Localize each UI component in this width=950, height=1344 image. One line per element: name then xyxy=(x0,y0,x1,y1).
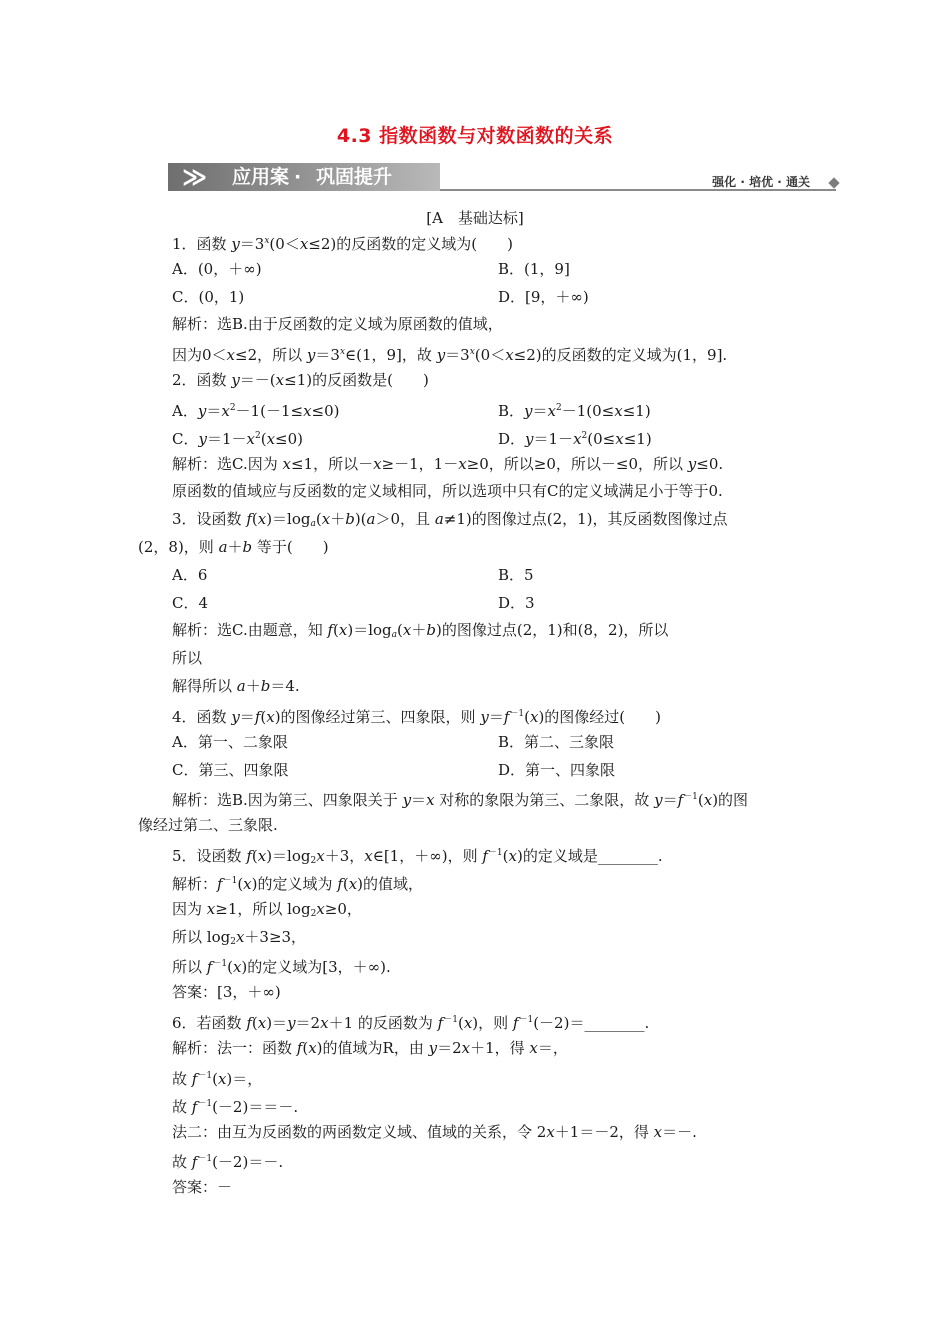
q1-option-b: B．(1，9] xyxy=(498,260,570,278)
q1-option-a: A．(0，＋∞) xyxy=(172,260,262,278)
diamond-icon xyxy=(828,177,839,188)
q5-answer: 答案：[3，＋∞) xyxy=(172,983,281,1001)
q6-explanation-4: 法二：由互为反函数的两函数定义域、值域的关系，令 2x＋1＝－2，得 x＝－. xyxy=(172,1123,697,1141)
q2-option-c: C．$y=1-x^2(x\le 0)$ xyxy=(172,430,304,448)
q3-option-c: C．4 xyxy=(172,594,209,612)
banner-slogan: 强化 · 培优 · 通关 xyxy=(712,175,810,189)
banner-dot: · xyxy=(294,166,302,188)
q6-stem: 6．若函数 f(x)＝y＝2x＋1 的反函数为 $f^{-1}(x)$，则 $f^{-1}(-2)=\_\_\_\_\_\_\_\_$. xyxy=(172,1014,650,1032)
banner-band xyxy=(168,163,440,191)
q4-option-a: A．第一、二象限 xyxy=(172,733,288,751)
q3-option-a: A．6 xyxy=(172,566,208,584)
section-heading: [A 基础达标] xyxy=(426,209,524,227)
q3-stem-2: (2，8)，则 a＋b 等于( ) xyxy=(138,538,329,556)
q6-explanation-2: 故 $f^{-1}(x)=$， xyxy=(172,1070,263,1088)
q2-option-b: B．$y=x^2-1(0\le x\le 1)$ xyxy=(498,402,651,420)
q5-explanation-4: 所以 $f^{-1}(x)$的定义域为[3，＋∞). xyxy=(172,958,391,976)
q3-option-b: B．5 xyxy=(498,566,534,584)
q5-explanation-1: 解析：$f^{-1}(x)$的定义域为 f(x)的值域， xyxy=(172,875,424,893)
q5-explanation-3: 所以 $\log_2x+3\ge 3$， xyxy=(172,928,307,947)
banner-label-left: 应用案 xyxy=(232,166,290,188)
q4-explanation-1: 解析：选B.因为第三、四象限关于 y＝x 对称的象限为第三、二象限，故 $y=f^{-1}(x)$的图 xyxy=(172,791,749,809)
q6-explanation-1: 解析：法一：函数 f(x)的值域为R，由 y＝2x＋1，得 x＝， xyxy=(172,1039,568,1057)
q1-stem: 1．函数 $y=3^x(0<x\le 2)$的反函数的定义域为( ) xyxy=(172,235,513,253)
q4-option-d: D．第一、四象限 xyxy=(498,761,616,779)
q3-explanation-2: 所以 xyxy=(172,649,203,667)
q3-option-d: D．3 xyxy=(498,594,535,612)
q3-stem-1: 3．设函数 $f(x)=\log_a(x+b)(a>0$，且 a≠1)的图像过点(2，1)，其反函数图像过点 xyxy=(172,510,728,529)
q3-explanation-3: 解得所以 a＋b＝4. xyxy=(172,677,300,695)
q4-option-c: C．第三、四象限 xyxy=(172,761,289,779)
q6-explanation-5: 故 $f^{-1}(-2)=-$. xyxy=(172,1153,284,1171)
q5-explanation-2: 因为 x≥1，所以 $\log_2x\ge 0$， xyxy=(172,900,362,919)
q1-option-c: C．(0，1) xyxy=(172,288,245,306)
q3-explanation-1: 解析：选C.由题意，知 $f(x)=\log_a(x+b)$的图像过点(2，1)和(8，2)，所以 xyxy=(172,621,669,640)
q4-explanation-2: 像经过第二、三象限. xyxy=(138,816,278,834)
q5-stem: 5．设函数 $f(x)=\log_2x+3$，x∈[1，＋∞)，则 $f^{-1}(x)$的定义域是________. xyxy=(172,847,663,866)
section-banner xyxy=(168,161,840,193)
q6-answer: 答案：－ xyxy=(172,1178,233,1196)
q2-option-a: A．$y=x^2-1(-1\le x\le 0)$ xyxy=(172,402,340,420)
q2-explanation-2: 原函数的值域应与反函数的定义域相同，所以选项中只有C的定义域满足小于等于0. xyxy=(172,482,723,500)
q2-explanation-1: 解析：选C.因为 x≤1，所以－x≥－1，1－x≥0，所以≥0，所以－≤0，所以 y≤0. xyxy=(172,455,724,473)
q4-stem: 4．函数 y＝f(x)的图像经过第三、四象限，则 $y=f^{-1}(x)$的图像经过( ) xyxy=(172,708,662,726)
q2-stem: 2．函数 y＝－(x≤1)的反函数是( ) xyxy=(172,371,429,389)
banner-label-right: 巩固提升 xyxy=(316,166,393,188)
page-title: 4.3 指数函数与对数函数的关系 xyxy=(336,125,614,147)
q4-option-b: B．第二、三象限 xyxy=(498,733,615,751)
q1-explanation-2: 因为0＜x≤2，所以 $y=3^x\in(1$，9]，故 $y=3^x(0<x\le 2)$的反函数的定义域为(1，9]. xyxy=(172,346,728,364)
q2-option-d: D．$y=1-x^2(0\le x\le 1)$ xyxy=(498,430,652,448)
q6-explanation-3: 故 $f^{-1}(-2)==-$. xyxy=(172,1098,299,1116)
q1-option-d: D．[9，＋∞) xyxy=(498,288,589,306)
q1-explanation-1: 解析：选B.由于反函数的定义域为原函数的值域， xyxy=(172,315,503,333)
chevron-right-icon: ≫ xyxy=(182,163,208,191)
